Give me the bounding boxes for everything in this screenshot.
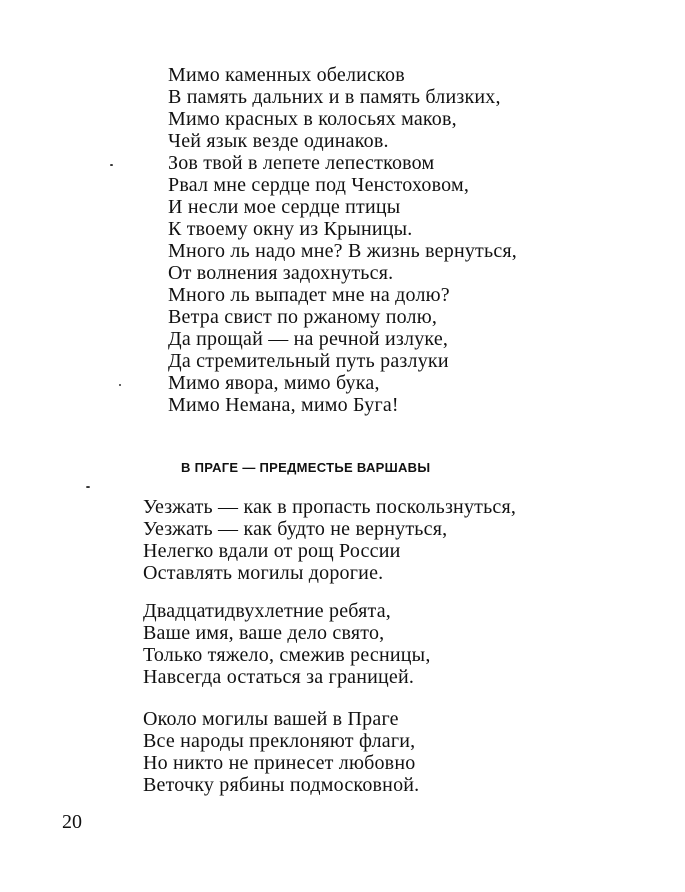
poem-line: В память дальних и в память близких,: [168, 86, 501, 108]
poem-line: Да стремительный путь разлуки: [168, 350, 449, 372]
poem-line: Уезжать — как будто не вернуться,: [143, 518, 448, 540]
poem-line: Ваше имя, ваше дело свято,: [143, 622, 385, 644]
page-number: 20: [62, 811, 82, 833]
poem-line: Мимо каменных обелисков: [168, 64, 405, 86]
poem-line: Рвал мне сердце под Ченстоховом,: [168, 174, 470, 196]
print-speck: [86, 486, 90, 488]
poem-line: Навсегда остаться за границей.: [143, 666, 415, 688]
poem-line: Зов твой в лепете лепестковом: [168, 152, 435, 174]
poem-line: Двадцатидвухлетние ребята,: [143, 600, 392, 622]
poem-line: Чей язык везде одинаков.: [168, 130, 389, 152]
poem-line: Нелегко вдали от рощ России: [143, 540, 401, 562]
poem-stanza: [143, 708, 419, 796]
poem-line: Веточку рябины подмосковной.: [143, 774, 420, 796]
poem-line: Мимо Немана, мимо Буга!: [168, 394, 399, 416]
poem-title: В ПРАГЕ — ПРЕДМЕСТЬЕ ВАРШАВЫ: [181, 460, 431, 475]
poem-line: И несли мое сердце птицы: [168, 196, 401, 218]
poem-line: К твоему окну из Крыницы.: [168, 218, 413, 240]
poem-stanza: [143, 496, 516, 584]
poem-line: Много ль выпадет мне на долю?: [168, 284, 450, 306]
poem-line: Ветра свист по ржаному полю,: [168, 306, 438, 328]
poem-line: Уезжать — как в пропасть поскользнуться,: [143, 496, 517, 518]
poem-line: Около могилы вашей в Праге: [143, 708, 399, 730]
poem-line: Оставлять могилы дорогие.: [143, 562, 384, 584]
print-speck: [119, 384, 121, 386]
poem-line: Мимо явора, мимо бука,: [168, 372, 380, 394]
poem-line: Только тяжело, смежив ресницы,: [143, 644, 431, 666]
poem-stanza: [143, 600, 431, 688]
poem-stanza: [168, 64, 517, 416]
poem-line: Все народы преклоняют флаги,: [143, 730, 416, 752]
poem-line: Но никто не принесет любовно: [143, 752, 416, 774]
poem-line: Много ль надо мне? В жизнь вернуться,: [168, 240, 517, 262]
poem-line: Да прощай — на речной излуке,: [168, 328, 449, 350]
print-speck: [110, 164, 113, 166]
poem-line: Мимо красных в колосьях маков,: [168, 108, 457, 130]
poem-line: От волнения задохнуться.: [168, 262, 394, 284]
